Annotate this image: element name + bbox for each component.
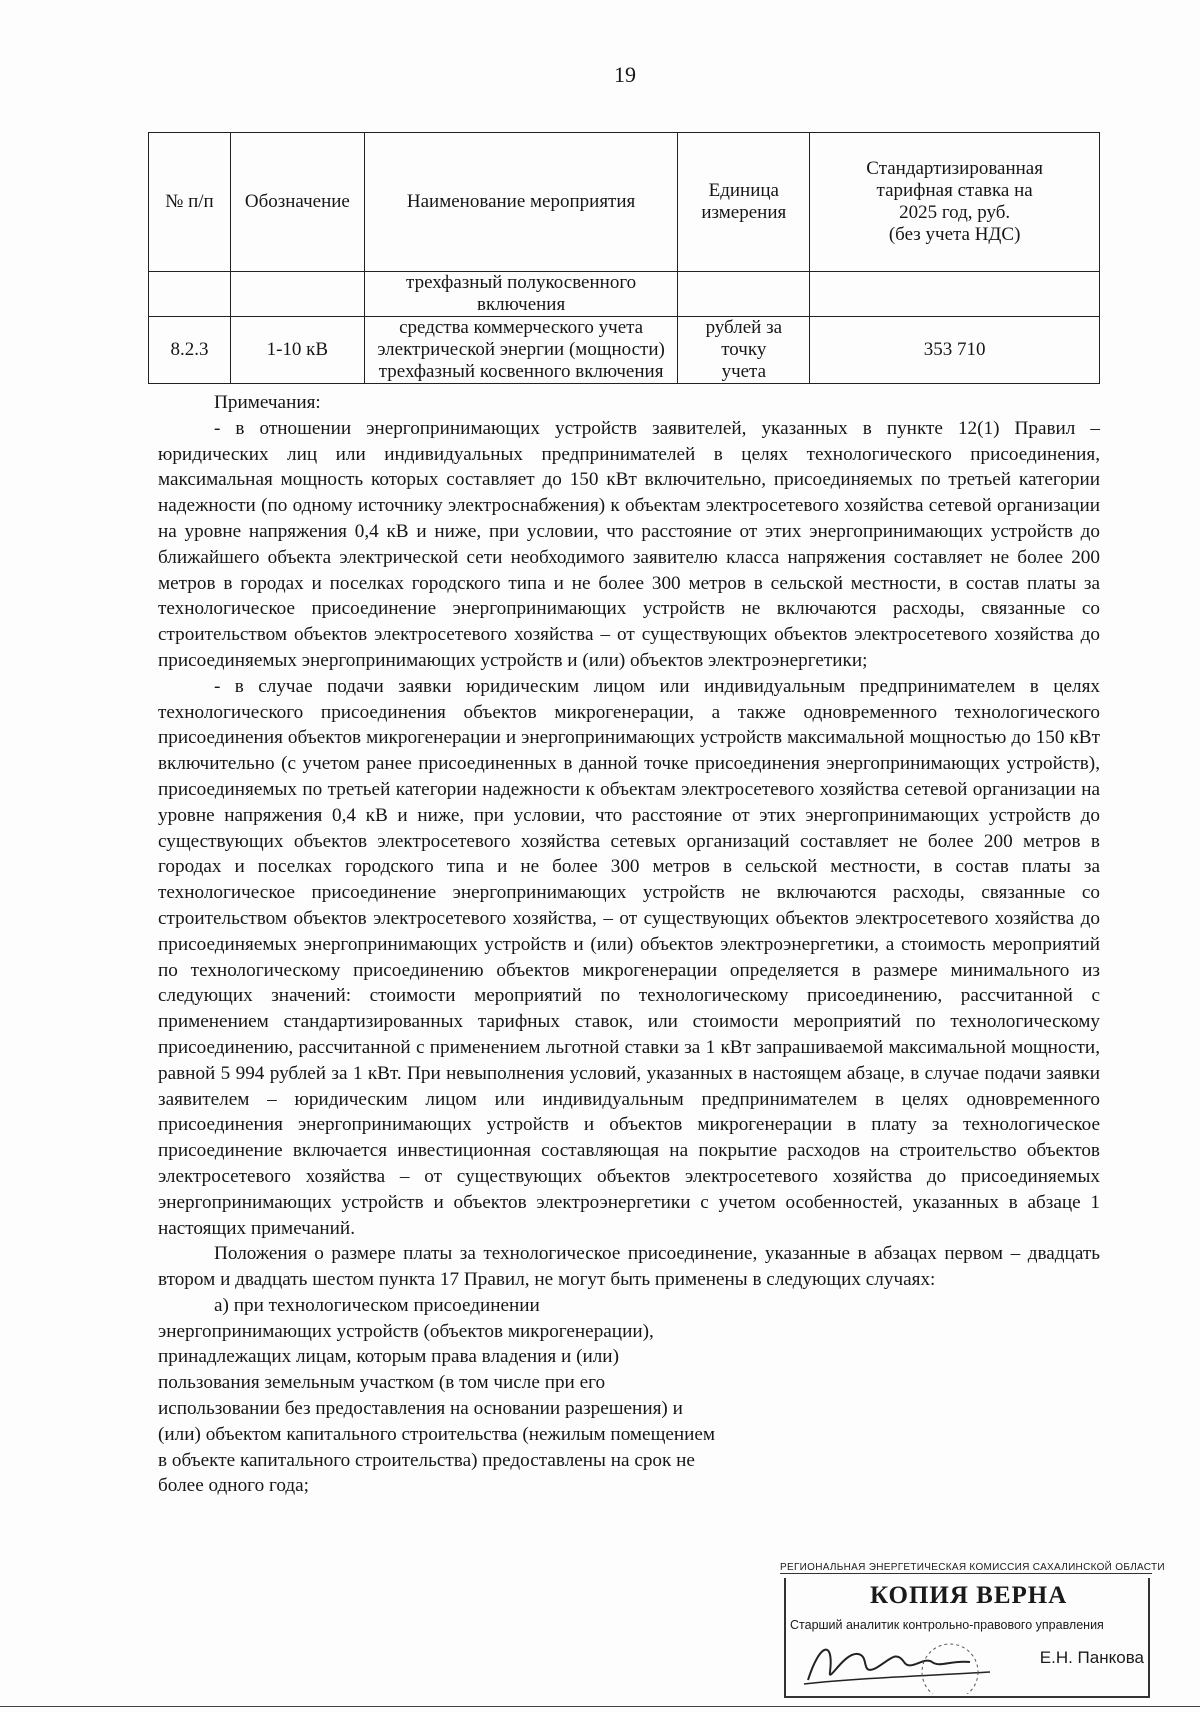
cell: 1-10 кВ <box>230 317 364 384</box>
cell <box>149 272 231 317</box>
cell: 8.2.3 <box>149 317 231 384</box>
header-activity: Наименование мероприятия <box>364 133 678 272</box>
header-number: № п/п <box>149 133 231 272</box>
table-row <box>149 272 1100 317</box>
tariff-table <box>148 132 1100 384</box>
paragraph: Положения о размере платы за технологическое присоединение, указанные в абзацах первом – двадцать втором и двадцать шестом пункта 17 Правил, не могут быть применены в следующих случаях: <box>158 1243 1100 1291</box>
copy-certification-stamp <box>780 1562 1165 1712</box>
paragraph: - в случае подачи заявки юридическим лицом или индивидуальным предпринимателем в целях технологического присоединения объектов микрогенерации, а также одновременного технологического присоединения объектов микрогенерации и энергопринимающих устройств максимальной мощностью до 150 кВт включительно (с учетом ранее присоединенных в данной точке присоединения энергопринимающих устройств), присоединяемых по третьей категории надежности к объектам электросетевого хозяйства сетевой организации на уровне напряжения 0,4 кВ и ниже, при условии, что расстояние от этих энергопринимающих устройств до существующих объектов электросетевого хозяйства сетевых организаций составляет не более 200 метров в городах и поселках городского типа и не более 300 метров в сельской местности, в состав платы за технологическое присоединение энергопринимающих устройств не включаются расходы, связанные со строительством объектов электросетевого хозяйства, – от существующих объектов электросетевого хозяйства до присоединяемых энергопринимающих устройств и (или) объектов электроэнергетики, а стоимость мероприятий по технологическому присоединению объектов микрогенерации определяется в размере минимального из следующих значений: стоимости мероприятий по технологическому присоединению, рассчитанной с применением стандартизированных тарифных ставок, или стоимости мероприятий по технологическому присоединению, рассчитанной с применением льготной ставки за 1 кВт запрашиваемой максимальной мощности, равной 5 994 рублей за 1 кВт. При невыполнения условий, указанных в настоящем абзаце, в случае подачи заявки заявителем – юридическим лицом или индивидуальным предпринимателем в целях одновременного присоединения энергопринимающих устройств и объектов микрогенерации в плату за технологическое присоединение включается инвестиционная составляющая на покрытие расходов на строительство объектов электросетевого хозяйства – от существующих объектов электросетевого хозяйства до присоединяемых энергопринимающих устройств и объектов электроэнергетики с учетом особенностей, указанных в абзаце 1 настоящих примечаний. <box>158 675 1100 1239</box>
page-bottom-edge <box>0 1706 1200 1707</box>
cell: средства коммерческого учета электрической энергии (мощности) трехфазный косвенного включения <box>364 317 678 384</box>
header-unit: Единица измерения <box>678 133 810 272</box>
notes-title: Примечания: <box>214 392 321 413</box>
paragraph: - в отношении энергопринимающих устройств заявителей, указанных в пункте 12(1) Правил – юридических лиц или индивидуальных предпринимателей в целях технологического присоединения, максимальная мощность которых составляет до 150 кВт включительно, присоединяемых по третьей категории надежности (по одному источнику электроснабжения) к объектам электросетевого хозяйства сетевой организации на уровне напряжения 0,4 кВ и ниже, при условии, что расстояние от этих энергопринимающих устройств до ближайшего объекта электрической сети необходимого заявителю класса напряжения составляет не более 200 метров в городах и поселках городского типа и не более 300 метров в сельской местности, в состав платы за технологическое присоединение энергопринимающих устройств не включаются расходы, связанные со строительством объектов электросетевого хозяйства – от существующих объектов электросетевого хозяйства до присоединяемых энергопринимающих устройств и (или) объектов электроэнергетики; <box>158 417 1100 671</box>
stamp-role: Старший аналитик контрольно-правового управления <box>790 1618 1104 1632</box>
header-rate: Стандартизированная тарифная ставка на 2025 год, руб. (без учета НДС) <box>810 133 1100 272</box>
document-body <box>158 390 1100 1499</box>
table-header-row <box>149 133 1100 272</box>
cell <box>230 272 364 317</box>
stamp-signer-name: Е.Н. Панкова <box>1039 1648 1144 1667</box>
paragraph: а) при технологическом присоединении энергопринимающих устройств (объектов микрогенерации), принадлежащих лицам, которым права владения и (или) пользования земельным участком (в том числе при его использовании без предоставления на основании разрешения) и (или) объектом капитального строительства (нежилым помещением в объекте капитального строительства) предоставлены на срок не более одного года; <box>158 1294 716 1497</box>
cell <box>678 272 810 317</box>
header-designation: Обозначение <box>230 133 364 272</box>
cell <box>810 272 1100 317</box>
cell: трехфазный полукосвенного включения <box>364 272 678 317</box>
table-row <box>149 317 1100 384</box>
cell: рублей за точку учета <box>678 317 810 384</box>
stamp-headline: КОПИЯ ВЕРНА <box>870 1582 1068 1609</box>
signature-icon <box>800 1632 1000 1694</box>
cell: 353 710 <box>810 317 1100 384</box>
page-number: 19 <box>614 62 636 87</box>
stamp-organization: РЕГИОНАЛЬНАЯ ЭНЕРГЕТИЧЕСКАЯ КОМИССИЯ САХАЛИНСКОЙ ОБЛАСТИ <box>780 1562 1165 1573</box>
